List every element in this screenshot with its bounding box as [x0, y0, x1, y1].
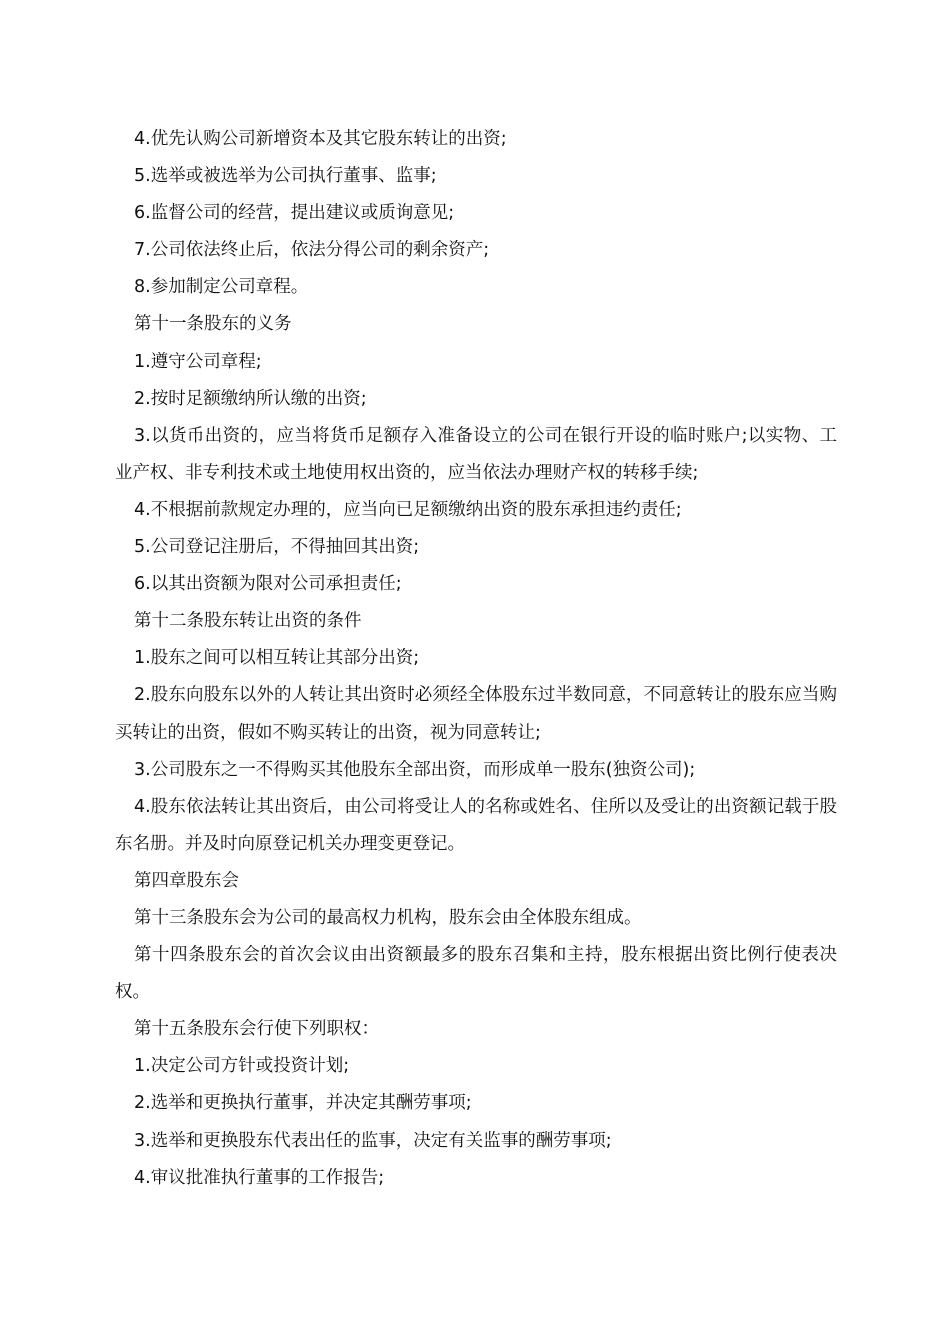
paragraph-15: 2.股东向股东以外的人转让其出资时必须经全体股东过半数同意，不同意转让的股东应当购买转让的出资，假如不购买转让的出资，视为同意转让; [115, 685, 837, 743]
paragraph-1: 4.优先认购公司新增资本及其它股东转让的出资; [134, 129, 507, 149]
paragraph-14: 1.股东之间可以相互转让其部分出资; [134, 648, 420, 669]
paragraph-8: 2.按时足额缴纳所认缴的出资; [134, 388, 367, 409]
paragraph-3: 6.监督公司的经营，提出建议或质询意见; [134, 203, 455, 224]
paragraph-9: 3.以货币出资的，应当将货币足额存入准备设立的公司在银行开设的临时账户;以实物、工业产权、非专利技术或土地使用权出资的，应当依法办理财产权的转移手续; [115, 425, 837, 483]
chapter-heading: 第四章股东会 [134, 870, 239, 891]
paragraph-2: 5.选举或被选举为公司执行董事、监事; [134, 166, 437, 187]
paragraph-20: 第十四条股东会的首次会议由出资额最多的股东召集和主持，股东根据出资比例行使表决权。 [115, 945, 837, 1003]
paragraph-11: 5.公司登记注册后，不得抽回其出资; [134, 537, 420, 558]
paragraph-5: 8.参加制定公司章程。 [134, 277, 309, 298]
paragraph-12: 6.以其出资额为限对公司承担责任; [134, 574, 402, 595]
article-heading: 第十二条股东转让出资的条件 [134, 611, 362, 632]
paragraph-17: 4.股东依法转让其出资后，由公司将受让人的名称或姓名、住所以及受让的出资额记载于股东名册。并及时向原登记机关办理变更登记。 [115, 796, 837, 854]
article-heading: 第十一条股东的义务 [134, 314, 292, 335]
paragraph-10: 4.不根据前款规定办理的，应当向已足额缴纳出资的股东承担违约责任; [134, 499, 682, 520]
document-body [115, 121, 837, 1197]
paragraph-22: 1.决定公司方针或投资计划; [134, 1056, 350, 1077]
paragraph-21: 第十五条股东会行使下列职权： [134, 1019, 379, 1040]
paragraph-16: 3.公司股东之一不得购买其他股东全部出资，而形成单一股东(独资公司); [134, 759, 696, 780]
paragraph-24: 3.选举和更换股东代表出任的监事，决定有关监事的酬劳事项; [134, 1130, 612, 1151]
paragraph-23: 2.选举和更换执行董事，并决定其酬劳事项; [134, 1093, 472, 1114]
paragraph-19: 第十三条股东会为公司的最高权力机构，股东会由全体股东组成。 [134, 907, 642, 928]
paragraph-7: 1.遵守公司章程; [134, 351, 262, 372]
paragraph-25: 4.审议批准执行董事的工作报告; [134, 1167, 385, 1188]
paragraph-4: 7.公司依法终止后，依法分得公司的剩余资产; [134, 240, 490, 261]
